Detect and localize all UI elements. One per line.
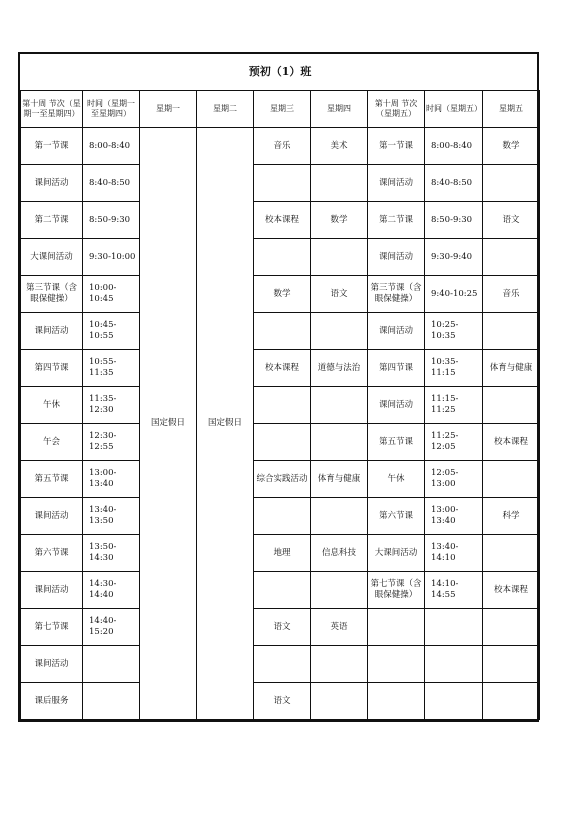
cell-fri-period: 大课间活动	[368, 535, 425, 572]
cell-time: 10:45-10:55	[83, 313, 140, 350]
cell-thursday	[311, 239, 368, 276]
cell-friday	[483, 535, 540, 572]
cell-time: 14:40-15:20	[83, 609, 140, 646]
cell-fri-period: 课间活动	[368, 239, 425, 276]
header-wednesday: 星期三	[254, 91, 311, 128]
cell-wednesday	[254, 572, 311, 609]
cell-wednesday: 校本课程	[254, 350, 311, 387]
cell-period: 第二节课	[21, 202, 83, 239]
cell-friday: 校本课程	[483, 424, 540, 461]
header-time-mon-thu: 时间（星期一至星期四）	[83, 91, 140, 128]
cell-fri-time: 9:30-9:40	[425, 239, 483, 276]
cell-thursday: 信息科技	[311, 535, 368, 572]
cell-fri-time: 10:35-11:15	[425, 350, 483, 387]
table-row	[21, 276, 540, 313]
cell-thursday	[311, 424, 368, 461]
cell-fri-period: 课间活动	[368, 165, 425, 202]
cell-fri-time: 8:00-8:40	[425, 128, 483, 165]
cell-wednesday	[254, 646, 311, 683]
cell-period: 课间活动	[21, 165, 83, 202]
cell-wednesday: 数学	[254, 276, 311, 313]
table-row	[21, 424, 540, 461]
table-row	[21, 646, 540, 683]
cell-wednesday	[254, 387, 311, 424]
cell-wednesday: 校本课程	[254, 202, 311, 239]
cell-thursday	[311, 498, 368, 535]
cell-wednesday	[254, 313, 311, 350]
cell-fri-period: 第四节课	[368, 350, 425, 387]
cell-wednesday: 音乐	[254, 128, 311, 165]
header-friday: 星期五	[483, 91, 540, 128]
cell-period: 课间活动	[21, 646, 83, 683]
table-row	[21, 313, 540, 350]
cell-fri-time	[425, 646, 483, 683]
cell-time: 10:55-11:35	[83, 350, 140, 387]
cell-friday: 校本课程	[483, 572, 540, 609]
cell-time: 9:30-10:00	[83, 239, 140, 276]
cell-time	[83, 646, 140, 683]
cell-friday	[483, 609, 540, 646]
table-row	[21, 609, 540, 646]
cell-fri-time: 10:25-10:35	[425, 313, 483, 350]
cell-thursday: 道德与法治	[311, 350, 368, 387]
table-row	[21, 202, 540, 239]
table-row	[21, 387, 540, 424]
header-time-fri: 时间（星期五）	[425, 91, 483, 128]
cell-thursday	[311, 646, 368, 683]
cell-period: 课间活动	[21, 498, 83, 535]
cell-friday	[483, 646, 540, 683]
cell-fri-time: 13:00-13:40	[425, 498, 483, 535]
timetable	[18, 52, 539, 722]
table-row	[21, 535, 540, 572]
cell-wednesday: 地理	[254, 535, 311, 572]
cell-thursday: 英语	[311, 609, 368, 646]
cell-thursday: 数学	[311, 202, 368, 239]
table-row	[21, 498, 540, 535]
cell-period: 午会	[21, 424, 83, 461]
cell-thursday	[311, 387, 368, 424]
cell-time: 8:00-8:40	[83, 128, 140, 165]
cell-fri-period: 课间活动	[368, 387, 425, 424]
table-row	[21, 461, 540, 498]
cell-wednesday	[254, 239, 311, 276]
cell-time: 14:30-14:40	[83, 572, 140, 609]
cell-fri-time: 14:10-14:55	[425, 572, 483, 609]
cell-fri-time	[425, 683, 483, 720]
holiday-tuesday: 国定假日	[197, 128, 254, 720]
cell-friday	[483, 461, 540, 498]
cell-friday: 科学	[483, 498, 540, 535]
cell-period: 课后服务	[21, 683, 83, 720]
table-row	[21, 239, 540, 276]
cell-fri-period: 第六节课	[368, 498, 425, 535]
cell-friday: 体育与健康	[483, 350, 540, 387]
cell-friday: 音乐	[483, 276, 540, 313]
cell-fri-period: 课间活动	[368, 313, 425, 350]
cell-thursday	[311, 572, 368, 609]
cell-fri-time: 8:40-8:50	[425, 165, 483, 202]
header-period-mon-thu: 第十周 节次（星期一至星期四）	[21, 91, 83, 128]
cell-wednesday: 语文	[254, 609, 311, 646]
cell-fri-period: 第七节课（含眼保健操）	[368, 572, 425, 609]
cell-thursday: 语文	[311, 276, 368, 313]
cell-time: 13:40-13:50	[83, 498, 140, 535]
cell-time: 10:00-10:45	[83, 276, 140, 313]
cell-time	[83, 683, 140, 720]
cell-wednesday	[254, 498, 311, 535]
cell-time: 11:35-12:30	[83, 387, 140, 424]
cell-period: 大课间活动	[21, 239, 83, 276]
cell-period: 课间活动	[21, 572, 83, 609]
cell-friday	[483, 313, 540, 350]
cell-fri-time: 12:05-13:00	[425, 461, 483, 498]
header-monday: 星期一	[140, 91, 197, 128]
cell-fri-time: 9:40-10:25	[425, 276, 483, 313]
cell-fri-period	[368, 646, 425, 683]
cell-fri-time	[425, 609, 483, 646]
cell-friday: 数学	[483, 128, 540, 165]
cell-fri-period: 第二节课	[368, 202, 425, 239]
header-thursday: 星期四	[311, 91, 368, 128]
cell-period: 第一节课	[21, 128, 83, 165]
cell-thursday	[311, 165, 368, 202]
cell-thursday: 体育与健康	[311, 461, 368, 498]
cell-period: 第五节课	[21, 461, 83, 498]
header-tuesday: 星期二	[197, 91, 254, 128]
cell-period: 第七节课	[21, 609, 83, 646]
cell-wednesday	[254, 165, 311, 202]
table-row	[21, 165, 540, 202]
table-row	[21, 350, 540, 387]
cell-period: 第六节课	[21, 535, 83, 572]
class-title: 预初（1）班	[21, 54, 540, 91]
cell-thursday	[311, 313, 368, 350]
cell-friday	[483, 387, 540, 424]
cell-period: 第三节课（含眼保健操）	[21, 276, 83, 313]
cell-period: 午休	[21, 387, 83, 424]
cell-time: 12:30-12:55	[83, 424, 140, 461]
cell-thursday	[311, 683, 368, 720]
cell-time: 13:50-14:30	[83, 535, 140, 572]
cell-fri-period	[368, 609, 425, 646]
cell-fri-period: 第五节课	[368, 424, 425, 461]
cell-friday	[483, 239, 540, 276]
cell-period: 课间活动	[21, 313, 83, 350]
cell-thursday: 美术	[311, 128, 368, 165]
holiday-monday: 国定假日	[140, 128, 197, 720]
cell-time: 13:00-13:40	[83, 461, 140, 498]
table-row	[21, 128, 540, 165]
cell-wednesday	[254, 424, 311, 461]
cell-fri-time: 11:25-12:05	[425, 424, 483, 461]
cell-wednesday: 综合实践活动	[254, 461, 311, 498]
cell-fri-time: 13:40-14:10	[425, 535, 483, 572]
cell-friday	[483, 165, 540, 202]
table-row	[21, 572, 540, 609]
schedule-table	[20, 54, 540, 720]
cell-fri-time: 8:50-9:30	[425, 202, 483, 239]
table-row	[21, 683, 540, 720]
cell-friday	[483, 683, 540, 720]
cell-fri-period	[368, 683, 425, 720]
cell-fri-period: 第一节课	[368, 128, 425, 165]
cell-time: 8:40-8:50	[83, 165, 140, 202]
cell-fri-time: 11:15-11:25	[425, 387, 483, 424]
header-period-fri: 第十周 节次（星期五）	[368, 91, 425, 128]
cell-time: 8:50-9:30	[83, 202, 140, 239]
cell-fri-period: 午休	[368, 461, 425, 498]
cell-friday: 语文	[483, 202, 540, 239]
cell-wednesday: 语文	[254, 683, 311, 720]
cell-fri-period: 第三节课（含眼保健操）	[368, 276, 425, 313]
cell-period: 第四节课	[21, 350, 83, 387]
